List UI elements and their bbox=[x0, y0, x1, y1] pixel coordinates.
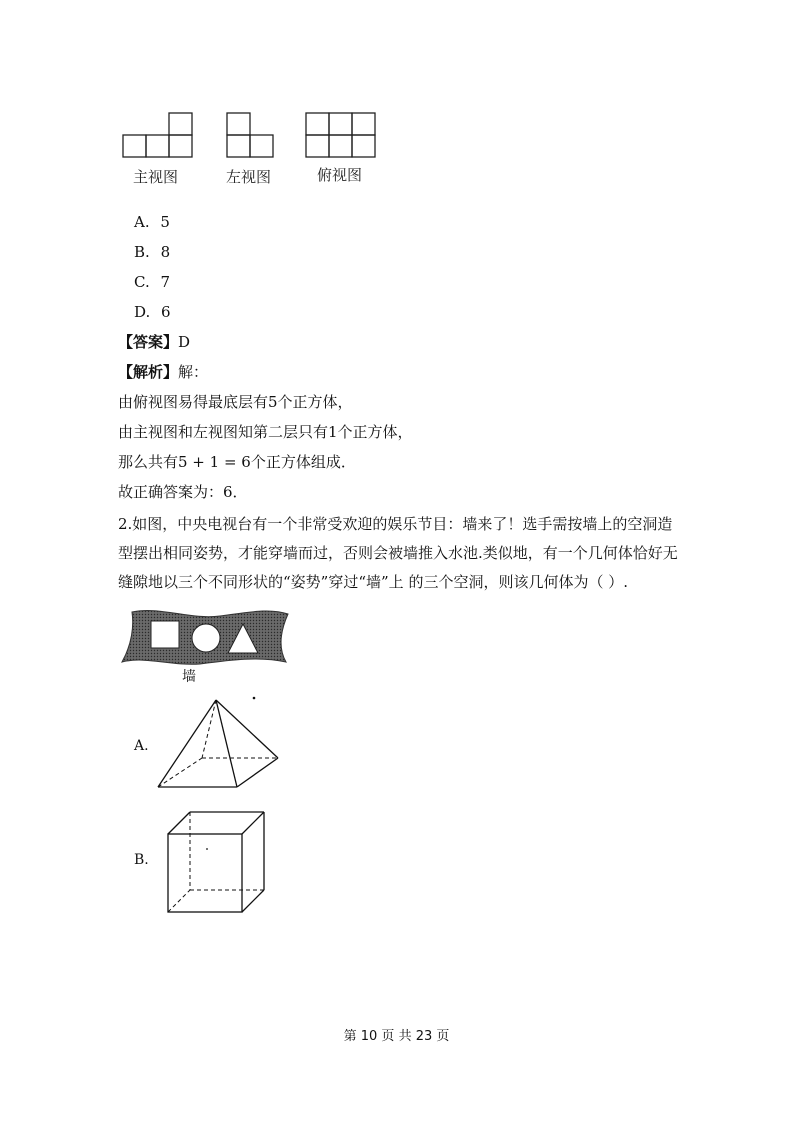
analysis-step-3: 那么共有5 + 1 = 6个正方体组成． bbox=[118, 453, 356, 471]
answer-line bbox=[118, 332, 190, 352]
analysis-start: 解： bbox=[178, 363, 209, 381]
analysis-tag: 【解析】 bbox=[118, 363, 179, 381]
option-letter: D. bbox=[134, 303, 151, 321]
option-c bbox=[134, 273, 170, 291]
option-letter: A. bbox=[134, 213, 150, 231]
wall-figure bbox=[120, 604, 290, 670]
analysis-step-4: 故正确答案为：6． bbox=[118, 483, 248, 501]
option-a bbox=[134, 213, 170, 231]
option-d bbox=[134, 303, 171, 321]
wall-drawing bbox=[120, 604, 290, 666]
option-value: 5 bbox=[160, 213, 170, 231]
pyramid-drawing bbox=[150, 692, 290, 792]
cube-figure bbox=[160, 806, 270, 920]
option-a-label: A. bbox=[134, 738, 149, 754]
answer-value: D bbox=[178, 333, 191, 351]
top-view-label: 俯视图 bbox=[317, 166, 363, 184]
option-value: 6 bbox=[161, 303, 171, 321]
left-view-label: 左视图 bbox=[226, 168, 272, 186]
pyramid-figure bbox=[150, 692, 290, 796]
analysis-step-2: 由主视图和左视图知第二层只有1个正方体， bbox=[118, 423, 413, 441]
answer-tag: 【答案】 bbox=[118, 333, 179, 351]
analysis-line bbox=[118, 362, 208, 382]
wall-label: 墙 bbox=[182, 669, 196, 685]
option-letter: B. bbox=[134, 243, 150, 261]
page-footer: 第 10 页 共 23 页 bbox=[343, 1029, 450, 1044]
option-b bbox=[134, 243, 170, 261]
option-value: 8 bbox=[160, 243, 171, 261]
option-b-label: B. bbox=[134, 852, 149, 868]
cube-drawing bbox=[160, 806, 270, 916]
option-value: 7 bbox=[160, 273, 171, 291]
main-view-label: 主视图 bbox=[133, 168, 179, 186]
question-2-text: 2.如图，中央电视台有一个非常受欢迎的娱乐节目：墙来了！选手需按墙上的空洞造型摆出相同姿势，才能穿墙而过，否则会被墙推入水池.类似地，有一个几何体恰好无缝隙地以三个不同形状的“姿势”穿过“墙”上 的三个空洞，则该几何体为（ ）. bbox=[118, 515, 678, 591]
analysis-step-1: 由俯视图易得最底层有5个正方体， bbox=[118, 393, 353, 411]
option-letter: C. bbox=[134, 273, 150, 291]
